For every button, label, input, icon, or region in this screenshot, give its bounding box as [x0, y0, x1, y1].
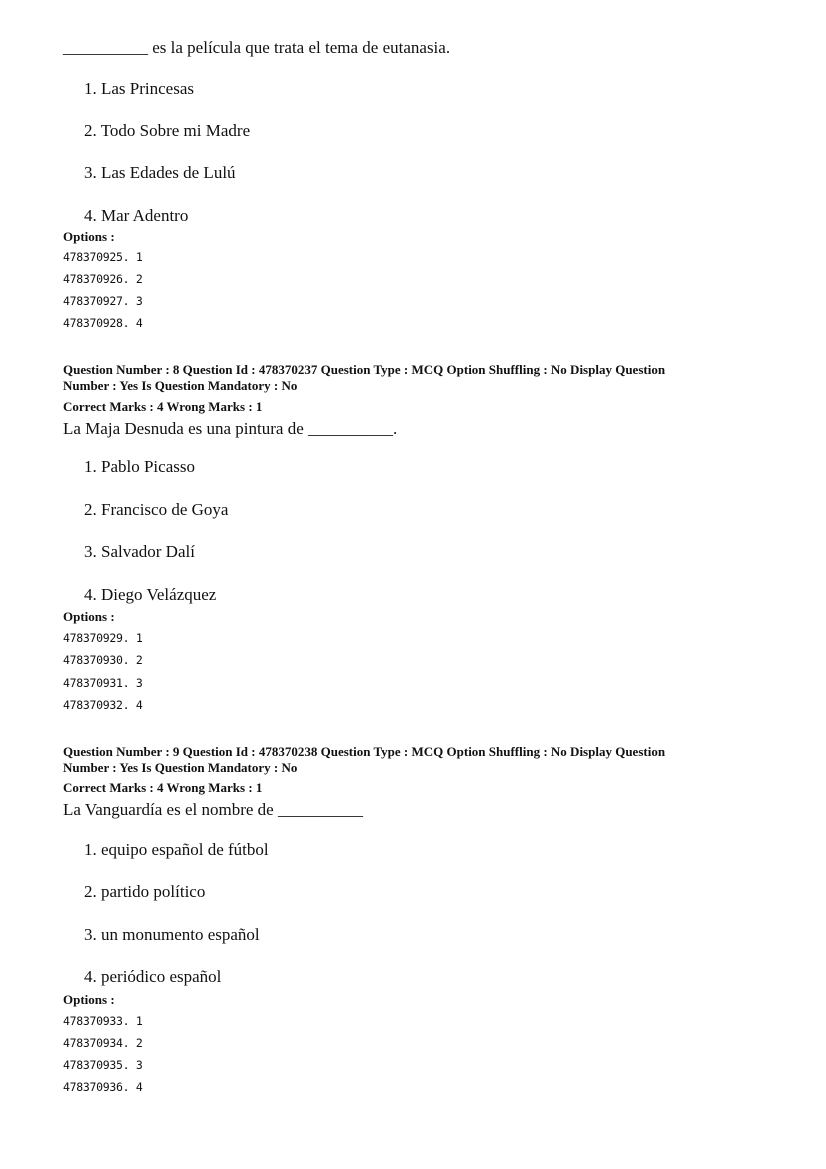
options-label: Options :: [63, 609, 115, 624]
option-id: 478370927. 3: [63, 294, 143, 308]
option-id: 478370935. 3: [63, 1058, 143, 1072]
answer-choice: 4. Diego Velázquez: [84, 585, 217, 604]
question-meta-line: Number : Yes Is Question Mandatory : No: [63, 760, 298, 775]
option-id: 478370934. 2: [63, 1036, 143, 1050]
question-meta-line: Question Number : 8 Question Id : 478370237 Question Type : MCQ Option Shuffling : No Display Question: [63, 362, 666, 377]
answer-choice: 2. Francisco de Goya: [84, 500, 229, 519]
options-label: Options :: [63, 992, 115, 1007]
answer-choice: 1. equipo español de fútbol: [84, 840, 269, 859]
answer-choice: 2. Todo Sobre mi Madre: [84, 121, 251, 140]
question-text: La Maja Desnuda es una pintura de __________.: [63, 419, 398, 438]
option-id: 478370929. 1: [63, 631, 143, 645]
option-id: 478370930. 2: [63, 653, 143, 667]
question-meta-line: Number : Yes Is Question Mandatory : No: [63, 378, 298, 393]
answer-choice: 2. partido político: [84, 882, 206, 901]
answer-choice: 3. Las Edades de Lulú: [84, 163, 236, 182]
question-meta: [63, 744, 763, 776]
answer-choice: 3. Salvador Dalí: [84, 542, 195, 561]
answer-choice: 1. Pablo Picasso: [84, 457, 195, 476]
option-id: 478370925. 1: [63, 250, 143, 264]
option-id: 478370926. 2: [63, 272, 143, 286]
question-text: La Vanguardía es el nombre de __________: [63, 800, 363, 819]
question-meta-line: Question Number : 9 Question Id : 478370238 Question Type : MCQ Option Shuffling : No Display Question: [63, 744, 666, 759]
options-label: Options :: [63, 229, 115, 244]
option-id: 478370936. 4: [63, 1080, 143, 1094]
question-meta: [63, 362, 763, 394]
marks-line: Correct Marks : 4 Wrong Marks : 1: [63, 399, 263, 414]
marks-line: Correct Marks : 4 Wrong Marks : 1: [63, 780, 263, 795]
answer-choice: 1. Las Princesas: [84, 79, 195, 98]
answer-choice: 4. periódico español: [84, 967, 222, 986]
answer-choice: 3. un monumento español: [84, 925, 260, 944]
answer-choice: 4. Mar Adentro: [84, 206, 189, 225]
option-id: 478370932. 4: [63, 698, 143, 712]
option-id: 478370931. 3: [63, 676, 143, 690]
question-text: __________ es la película que trata el tema de eutanasia.: [63, 38, 451, 57]
option-id: 478370933. 1: [63, 1014, 143, 1028]
option-id: 478370928. 4: [63, 316, 143, 330]
